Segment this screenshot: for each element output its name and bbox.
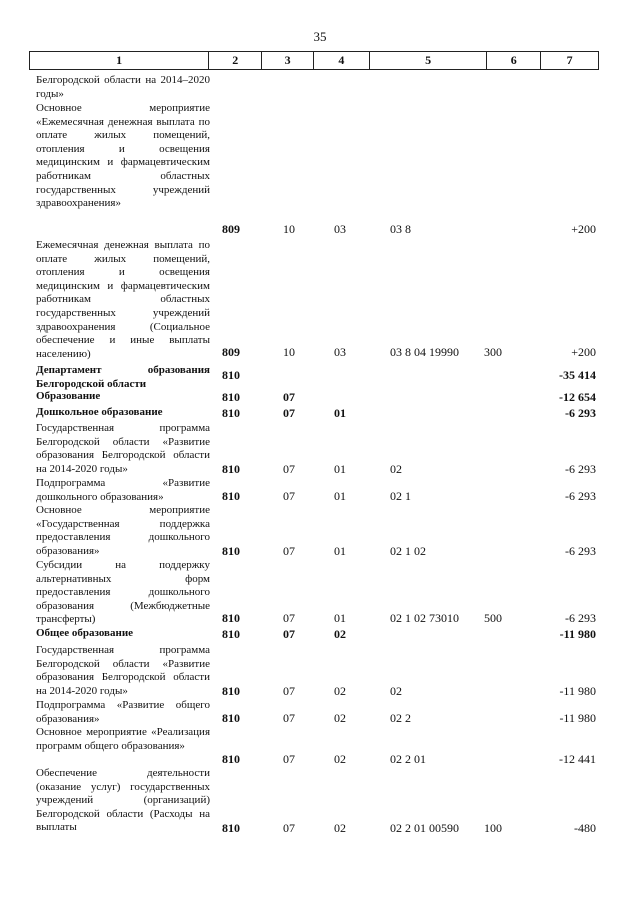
row-description: Образование (36, 390, 101, 402)
header-col-4: 4 (314, 52, 370, 69)
row-ministry-code: 810 (222, 368, 240, 382)
row-amount: -12 654 (559, 390, 596, 404)
row-target-article: 02 1 02 73010 (390, 611, 459, 625)
header-col-1: 1 (30, 52, 209, 69)
row-description: Белгородской области на 2014–2020 годы» (36, 74, 210, 100)
header-col-7: 7 (566, 53, 573, 67)
row-ministry-code: 810 (222, 711, 240, 725)
row-ministry-code: 810 (222, 406, 240, 420)
row-description: Основное мероприятие «Ежемесячная денежная выплата по оплате жилых помещений, отопления и освещения медицинским и фармацевтическим работникам областных государственных учреждений здравоохранения» (36, 102, 210, 210)
row-amount: -11 980 (559, 711, 596, 725)
row-description: Государственная программа Белгородской области «Развитие образования Белгородской области на 2014-2020 годы» (36, 644, 210, 697)
row-target-article: 02 2 01 (390, 752, 426, 766)
row-section-code: 10 (283, 345, 295, 359)
row-section-code: 07 (283, 627, 295, 641)
row-section-code: 07 (283, 489, 295, 503)
row-description: Подпрограмма «Развитие дошкольного образования» (36, 477, 210, 503)
row-description: Обеспечение деятельности (оказание услуг) государственных учреждений (организаций) Белгородской области (Расходы на выплаты (36, 767, 210, 834)
row-ministry-code: 810 (222, 627, 240, 641)
row-subsection-code: 03 (334, 345, 346, 359)
header-col-3: 3 (262, 52, 314, 69)
row-subsection-code: 01 (334, 544, 346, 558)
row-amount: -11 980 (559, 627, 596, 641)
table-header (29, 51, 599, 70)
row-ministry-code: 810 (222, 611, 240, 625)
row-amount: -6 293 (565, 406, 596, 420)
row-description: Основное мероприятие «Реализация программ общего образования» (36, 726, 210, 752)
row-ministry-code: 810 (222, 821, 240, 835)
row-subsection-code: 02 (334, 821, 346, 835)
row-section-code: 07 (283, 752, 295, 766)
row-description: Ежемесячная денежная выплата по оплате жилых помещений, отопления и освещения медицинским и фармацевтическим работникам областных государственных учреждений здравоохранения (Социальное обеспечение и иные выплаты населению) (36, 239, 210, 360)
row-target-article: 02 (390, 684, 402, 698)
row-subsection-code: 01 (334, 489, 346, 503)
row-amount: -6 293 (565, 611, 596, 625)
row-amount: -480 (574, 821, 596, 835)
row-amount: +200 (571, 345, 596, 359)
header-col-6: 6 (487, 52, 541, 69)
row-section-code: 07 (283, 406, 295, 420)
row-target-article: 02 (390, 462, 402, 476)
row-subsection-code: 02 (334, 627, 346, 641)
row-description: Подпрограмма «Развитие общего образования» (36, 699, 210, 725)
row-section-code: 07 (283, 544, 295, 558)
row-ministry-code: 810 (222, 462, 240, 476)
row-section-code: 07 (283, 462, 295, 476)
row-amount: -11 980 (559, 684, 596, 698)
row-description: Государственная программа Белгородской области «Развитие образования Белгородской области на 2014-2020 годы» (36, 422, 210, 475)
header-col-2: 2 (209, 52, 262, 69)
row-expense-type: 100 (484, 821, 502, 835)
row-expense-type: 300 (484, 345, 502, 359)
header-col-5: 5 (370, 52, 488, 69)
row-description: Субсидии на поддержку альтернативных форм предоставления дошкольного образования (Межбюджетные трансферты) (36, 559, 210, 626)
row-section-code: 10 (283, 222, 295, 236)
row-description: Общее образование (36, 627, 134, 639)
row-subsection-code: 01 (334, 611, 346, 625)
row-subsection-code: 01 (334, 406, 346, 420)
row-subsection-code: 02 (334, 752, 346, 766)
row-target-article: 03 8 04 19990 (390, 345, 459, 359)
row-amount: -6 293 (565, 462, 596, 476)
row-amount: +200 (571, 222, 596, 236)
row-ministry-code: 810 (222, 752, 240, 766)
row-ministry-code: 810 (222, 489, 240, 503)
row-ministry-code: 809 (222, 222, 240, 236)
row-description: Департамент образования Белгородской области (36, 364, 210, 390)
row-ministry-code: 810 (222, 544, 240, 558)
row-subsection-code: 03 (334, 222, 346, 236)
row-ministry-code: 809 (222, 345, 240, 359)
row-amount: -6 293 (565, 489, 596, 503)
row-target-article: 02 2 01 00590 (390, 821, 459, 835)
row-section-code: 07 (283, 611, 295, 625)
row-amount: -35 414 (559, 368, 596, 382)
row-description: Основное мероприятие «Государственная поддержка предоставления дошкольного образования» (36, 504, 210, 557)
row-target-article: 02 1 (390, 489, 411, 503)
row-section-code: 07 (283, 821, 295, 835)
row-description: Дошкольное образование (36, 406, 163, 418)
row-amount: -12 441 (559, 752, 596, 766)
row-subsection-code: 02 (334, 684, 346, 698)
row-section-code: 07 (283, 684, 295, 698)
row-subsection-code: 02 (334, 711, 346, 725)
row-section-code: 07 (283, 711, 295, 725)
row-target-article: 03 8 (390, 222, 411, 236)
row-amount: -6 293 (565, 544, 596, 558)
row-section-code: 07 (283, 390, 295, 404)
row-ministry-code: 810 (222, 390, 240, 404)
page-number: 35 (313, 29, 327, 44)
row-target-article: 02 1 02 (390, 544, 426, 558)
row-subsection-code: 01 (334, 462, 346, 476)
row-target-article: 02 2 (390, 711, 411, 725)
row-expense-type: 500 (484, 611, 502, 625)
row-ministry-code: 810 (222, 684, 240, 698)
